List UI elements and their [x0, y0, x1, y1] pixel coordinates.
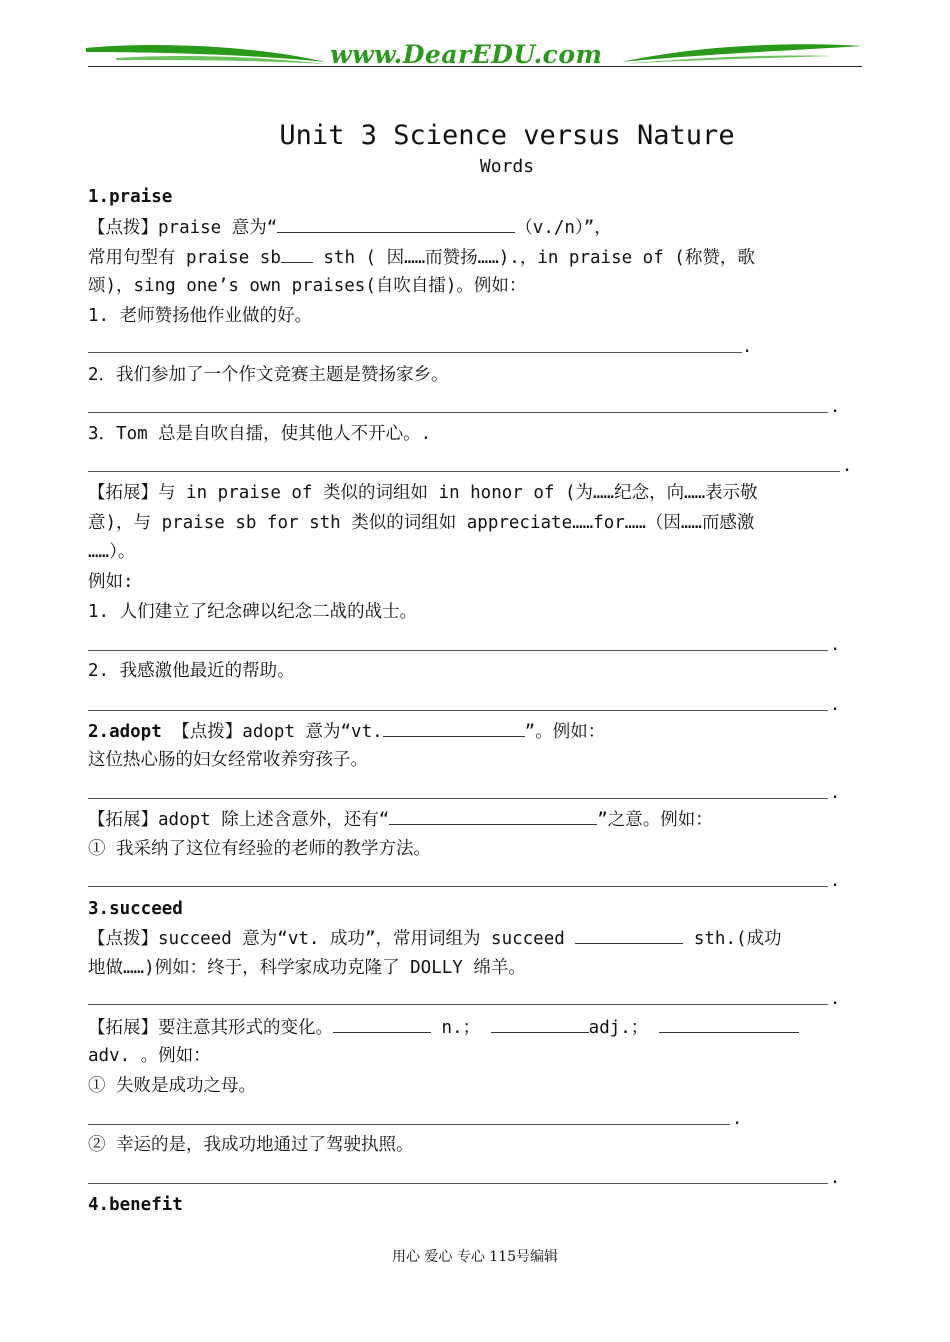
text-line: 颂)，sing one’s own praises(自吹自擂)。例如： [88, 276, 527, 296]
text-line: 常用句型有 praise sb sth ( 因……而赞扬……).，in praise of (称赞，歌 [88, 248, 755, 268]
period-mark: . [732, 1109, 743, 1129]
page-subtitle: Words [479, 156, 535, 177]
right-swoosh-icon [622, 40, 862, 66]
text-line: 意)，与 praise sb for sth 类似的词组如 appreciate……for……（因……而感激 [88, 513, 755, 533]
header-rule [88, 66, 862, 67]
period-mark: . [830, 783, 841, 803]
left-swoosh-icon [86, 40, 326, 66]
answer-line[interactable] [88, 650, 828, 651]
period-mark: . [830, 635, 841, 655]
fill-blank[interactable] [333, 1016, 431, 1033]
exercise-prompt: 3．Tom 总是自吹自擂，使其他人不开心。. [88, 424, 432, 444]
exercise-prompt: 2. 我感激他最近的帮助。 [88, 661, 295, 681]
fill-blank[interactable] [659, 1016, 799, 1033]
site-logo: www.DearEDU.com [330, 40, 603, 69]
page-title: Unit 3 Science versus Nature [279, 120, 735, 151]
exercise-prompt: 1. 老师赞扬他作业做的好。 [88, 306, 313, 326]
period-mark: . [830, 397, 841, 417]
exercise-prompt: ② 幸运的是，我成功地通过了驾驶执照。 [88, 1135, 414, 1155]
text-line: 【点拨】praise 意为“ （v./n）”， [88, 218, 612, 238]
period-mark: . [830, 871, 841, 891]
fill-blank[interactable] [281, 246, 313, 263]
exercise-prompt: 地做……)例如：终于，科学家成功克隆了 DOLLY 绵羊。 [88, 958, 526, 978]
answer-line[interactable] [88, 1124, 730, 1125]
word-heading-praise: 1.praise [88, 187, 173, 207]
fill-blank[interactable] [277, 216, 515, 233]
exercise-prompt: 这位热心肠的妇女经常收养穷孩子。 [88, 750, 368, 770]
word-heading-succeed: 3.succeed [88, 899, 183, 919]
text-line: 【点拨】succeed 意为“vt. 成功”，常用词组为 succeed sth.(成功 [88, 929, 782, 949]
exercise-prompt: ① 失败是成功之母。 [88, 1076, 257, 1096]
answer-line[interactable] [88, 412, 828, 413]
text-line: 【拓展】与 in praise of 类似的词组如 in honor of (为……纪念，向……表示敬 [88, 483, 758, 503]
exercise-prompt: ① 我采纳了这位有经验的老师的教学方法。 [88, 839, 432, 859]
exercise-prompt: 1. 人们建立了纪念碑以纪念二战的战士。 [88, 602, 418, 622]
text-line: 2.adopt 【点拨】adopt 意为“vt. ”。例如： [88, 722, 606, 742]
period-mark: . [842, 456, 853, 476]
text-line: ……）。 [88, 542, 136, 562]
fill-blank[interactable] [575, 927, 683, 944]
word-heading-adopt: 2.adopt [88, 722, 162, 742]
text-line: 【拓展】adopt 除上述含意外，还有“ ”之意。例如： [88, 810, 713, 830]
period-mark: . [830, 695, 841, 715]
answer-line[interactable] [88, 798, 828, 799]
word-heading-benefit: 4.benefit [88, 1195, 183, 1215]
answer-line[interactable] [88, 471, 840, 472]
text-line: 【拓展】要注意其形式的变化。 n.； adj.； [88, 1016, 799, 1039]
period-mark: . [830, 1168, 841, 1188]
text-line: 例如: [88, 572, 134, 592]
page-footer: 用心 爱心 专心 115号编辑 [391, 1249, 559, 1265]
answer-line[interactable] [88, 1183, 828, 1184]
fill-blank[interactable] [389, 808, 597, 825]
period-mark: . [830, 989, 841, 1009]
answer-line[interactable] [88, 1004, 828, 1005]
fill-blank[interactable] [491, 1016, 589, 1033]
text-line: adv. 。例如： [88, 1046, 211, 1066]
answer-line[interactable] [88, 886, 828, 887]
answer-line[interactable] [88, 352, 742, 353]
exercise-prompt: 2．我们参加了一个作文竞赛主题是赞扬家乡。 [88, 365, 449, 385]
fill-blank[interactable] [383, 720, 525, 737]
period-mark: . [742, 337, 753, 357]
answer-line[interactable] [88, 710, 828, 711]
